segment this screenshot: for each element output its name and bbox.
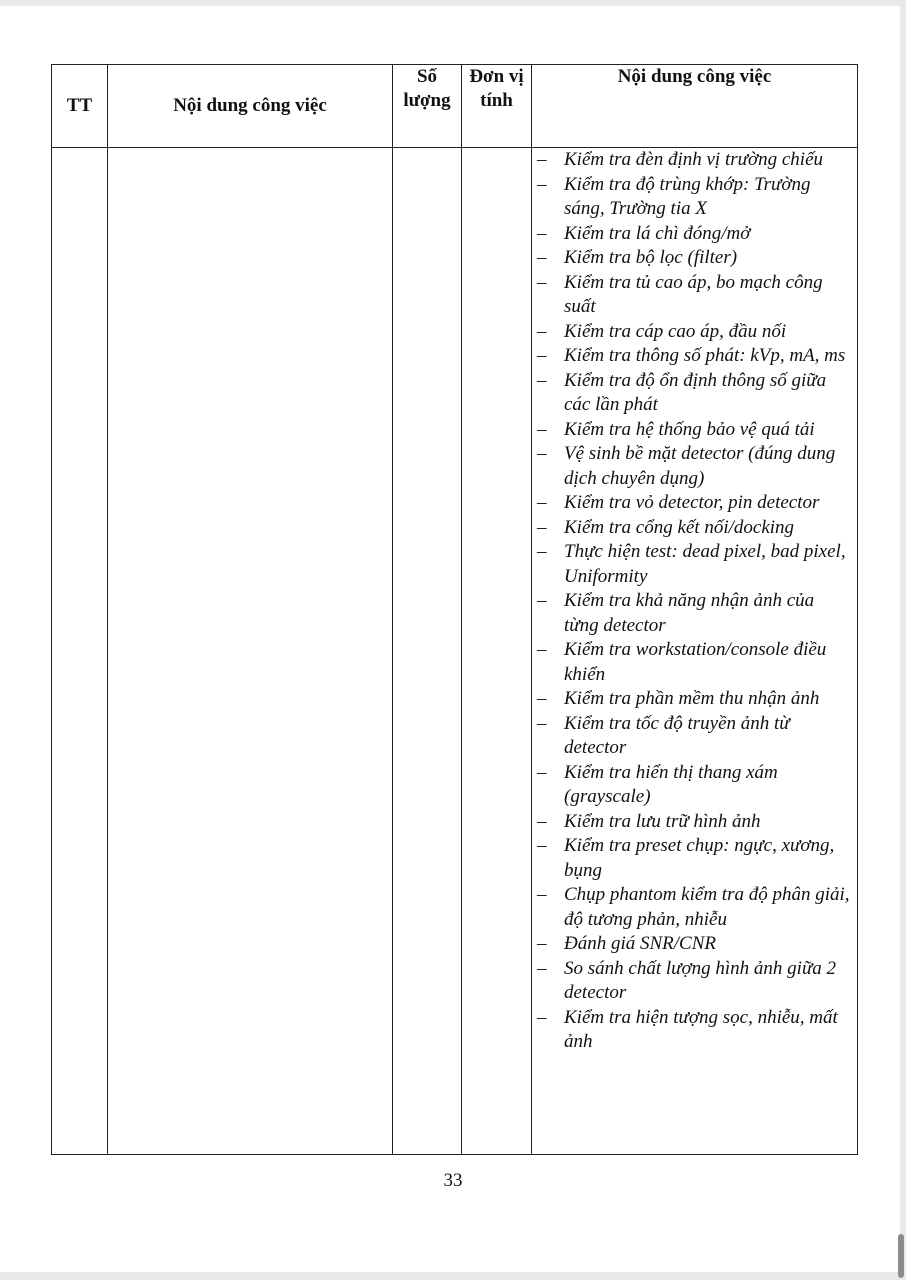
dash-bullet-icon: – — [537, 761, 547, 783]
dash-bullet-icon: – — [537, 688, 547, 709]
task-text: Kiểm tra bộ lọc (filter) — [564, 247, 738, 268]
task-text: Đánh giá SNR/CNR — [564, 933, 717, 954]
task-text: Kiểm tra tốc độ truyền ảnh từ detector — [564, 712, 790, 758]
list-item — [532, 246, 857, 271]
table-header-row — [52, 65, 858, 148]
dash-bullet-icon: – — [537, 933, 547, 954]
list-item — [532, 344, 857, 369]
cell-unit — [462, 148, 532, 1155]
task-text: Vệ sinh bề mặt detector (đúng dung dịch chuyên dụng) — [564, 443, 836, 489]
task-text: Kiểm tra hiển thị thang xám (grayscale) — [564, 761, 778, 807]
task-text: Thực hiện test: dead pixel, bad pixel, Uniformity — [564, 541, 846, 587]
table-row — [52, 148, 858, 1155]
task-text: Kiểm tra phần mềm thu nhận ảnh — [564, 688, 820, 709]
dash-bullet-icon: – — [537, 590, 547, 611]
task-table — [51, 64, 858, 1155]
dash-bullet-icon: – — [537, 345, 547, 366]
task-text: Kiểm tra vỏ detector, pin detector — [564, 492, 820, 513]
task-text: Kiểm tra tủ cao áp, bo mạch công suất — [564, 271, 823, 317]
dash-bullet-icon: – — [537, 712, 547, 734]
dash-bullet-icon: – — [537, 492, 547, 513]
task-text: Kiểm tra độ ổn định thông số giữa các lần phát — [564, 369, 827, 415]
list-item — [532, 1006, 857, 1055]
task-text: Chụp phantom kiểm tra độ phân giải, độ tương phản, nhiễu — [564, 884, 850, 930]
task-text: Kiểm tra hiện tượng sọc, nhiễu, mất ảnh — [564, 1006, 838, 1052]
list-item — [532, 589, 857, 638]
task-text: Kiểm tra lưu trữ hình ảnh — [564, 810, 761, 832]
cell-tt — [52, 148, 108, 1155]
list-item — [532, 883, 857, 932]
dash-bullet-icon: – — [537, 222, 547, 244]
list-item — [532, 638, 857, 687]
dash-bullet-icon: – — [537, 320, 547, 342]
list-item — [532, 173, 857, 222]
cell-quantity — [393, 148, 462, 1155]
list-item — [532, 442, 857, 491]
task-text: Kiểm tra cổng kết nối/docking — [564, 516, 795, 538]
dash-bullet-icon: – — [537, 1006, 547, 1028]
header-content: Nội dung công việc — [108, 65, 393, 148]
dash-bullet-icon: – — [537, 639, 547, 660]
header-tt: TT — [52, 65, 108, 148]
list-item — [532, 687, 857, 712]
dash-bullet-icon: – — [537, 443, 547, 464]
dash-bullet-icon: – — [537, 835, 547, 856]
list-item — [532, 271, 857, 320]
dash-bullet-icon: – — [537, 369, 547, 391]
header-quantity: Số lượng — [393, 65, 462, 148]
header-detail: Nội dung công việc — [532, 65, 858, 148]
dash-bullet-icon: – — [537, 884, 547, 905]
dash-bullet-icon: – — [537, 149, 547, 170]
task-list — [532, 148, 857, 1055]
task-text: Kiểm tra preset chụp: ngực, xương, bụng — [564, 835, 835, 881]
dash-bullet-icon: – — [537, 271, 547, 293]
list-item — [532, 222, 857, 247]
list-item — [532, 834, 857, 883]
dash-bullet-icon: – — [537, 247, 547, 268]
task-text: Kiểm tra workstation/console điều khiển — [564, 639, 827, 685]
list-item — [532, 540, 857, 589]
dash-bullet-icon: – — [537, 516, 547, 538]
list-item — [532, 957, 857, 1006]
list-item — [532, 516, 857, 541]
list-item — [532, 761, 857, 810]
task-text: Kiểm tra đèn định vị trường chiếu — [564, 149, 824, 170]
dash-bullet-icon: – — [537, 173, 547, 195]
list-item — [532, 810, 857, 835]
cell-content — [108, 148, 393, 1155]
list-item — [532, 712, 857, 761]
list-item — [532, 320, 857, 345]
dash-bullet-icon: – — [537, 541, 547, 562]
list-item — [532, 932, 857, 957]
list-item — [532, 369, 857, 418]
task-text: Kiểm tra thông số phát: kVp, mA, ms — [564, 345, 846, 366]
task-text: Kiểm tra hệ thống bảo vệ quá tải — [564, 418, 815, 440]
list-item — [532, 418, 857, 443]
list-item — [532, 491, 857, 516]
page-number: 33 — [443, 1170, 463, 1191]
header-unit: Đơn vị tính — [462, 65, 532, 148]
dash-bullet-icon: – — [537, 957, 547, 979]
scrollbar-thumb[interactable] — [898, 1234, 904, 1278]
dash-bullet-icon: – — [537, 418, 547, 440]
task-text: So sánh chất lượng hình ảnh giữa 2 detector — [564, 957, 837, 1003]
task-text: Kiểm tra độ trùng khớp: Trường sáng, Trường tia X — [564, 173, 811, 219]
task-text: Kiểm tra lá chì đóng/mở — [564, 222, 751, 244]
task-text: Kiểm tra cáp cao áp, đầu nối — [564, 320, 787, 342]
dash-bullet-icon: – — [537, 810, 547, 832]
task-text: Kiểm tra khả năng nhận ảnh của từng detector — [564, 590, 815, 636]
list-item — [532, 148, 857, 173]
cell-detail — [532, 148, 858, 1155]
